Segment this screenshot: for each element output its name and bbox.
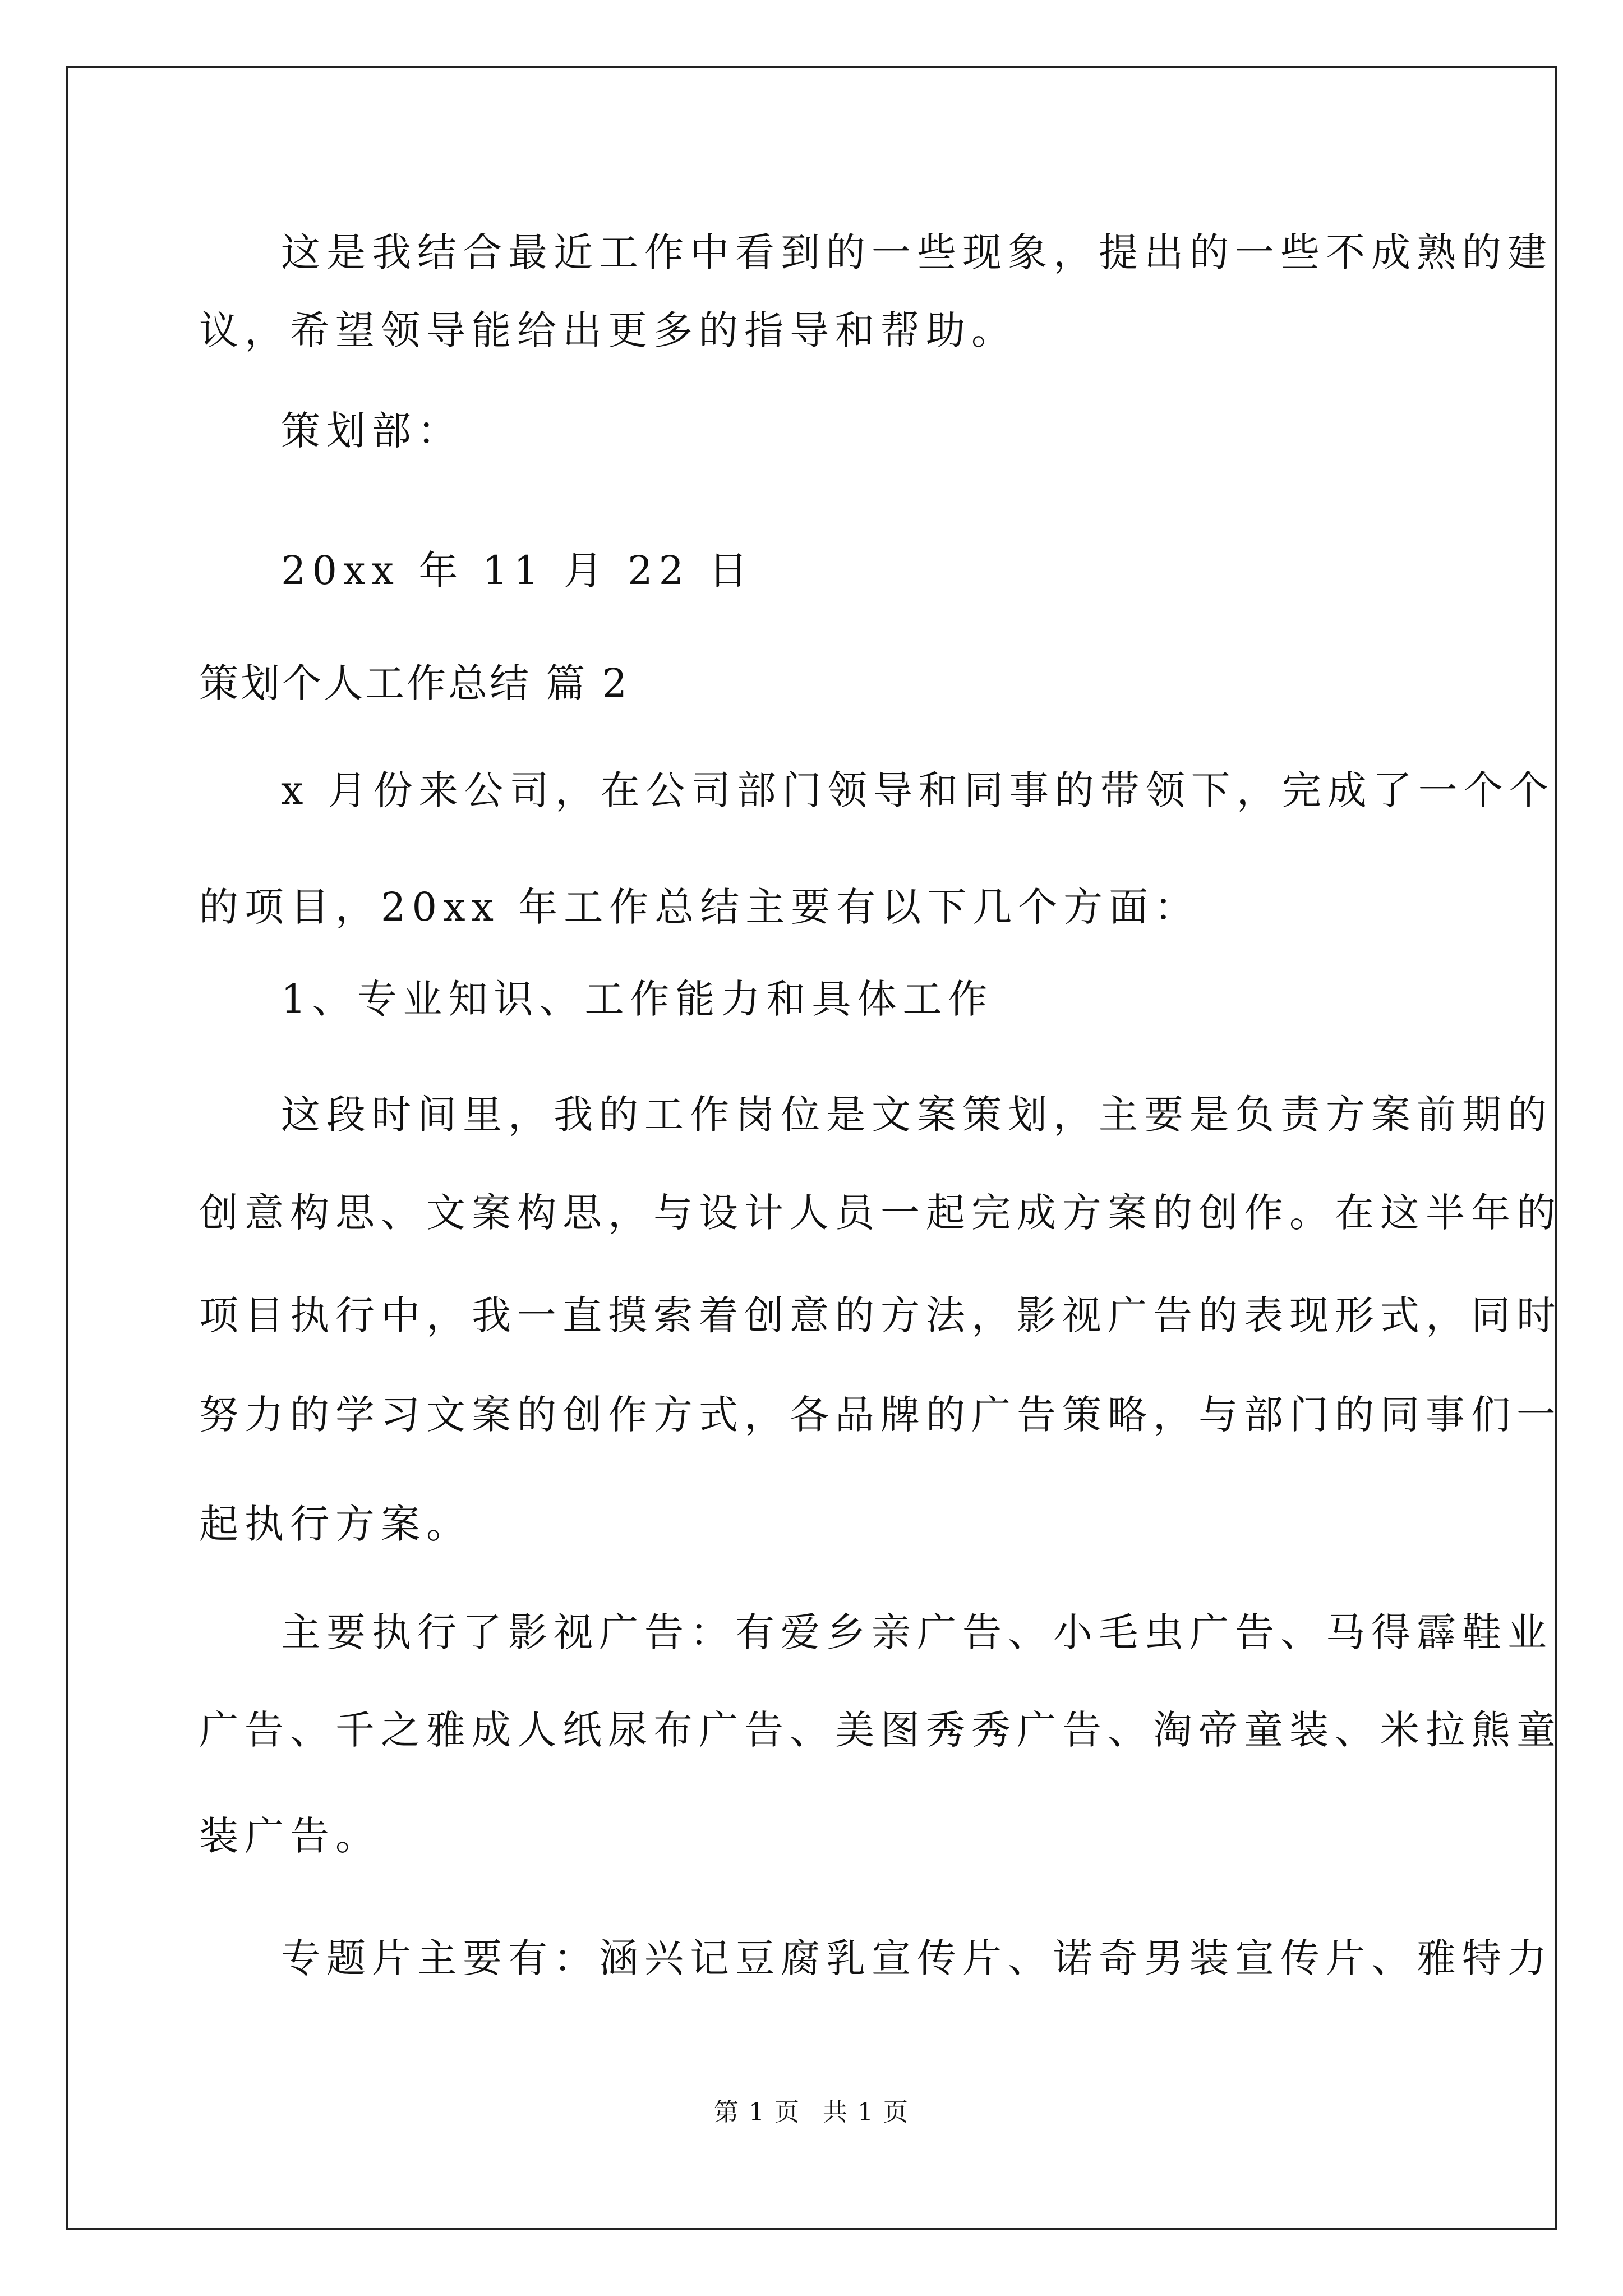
paragraph-line: 努力的学习文案的创作方式，各品牌的广告策略，与部门的同事们一: [199, 1392, 1562, 1438]
signature-date: 20xx 年 11 月 22 日: [281, 547, 754, 593]
paragraph-line: 装广告。: [199, 1813, 381, 1859]
department-signature: 策划部：: [281, 408, 463, 454]
paragraph-line: 这是我结合最近工作中看到的一些现象，提出的一些不成熟的建: [281, 229, 1553, 275]
paragraph-line: 议，希望领导能给出更多的指导和帮助。: [199, 307, 1017, 353]
paragraph-line: 项目执行中，我一直摸索着创意的方法，影视广告的表现形式，同时: [199, 1292, 1562, 1338]
paragraph-line: 广告、千之雅成人纸尿布广告、美图秀秀广告、淘帝童装、米拉熊童: [199, 1707, 1562, 1753]
paragraph-line: 主要执行了影视广告：有爱乡亲广告、小毛虫广告、马得霹鞋业: [281, 1609, 1553, 1655]
paragraph-line: 这段时间里，我的工作岗位是文案策划，主要是负责方案前期的: [281, 1092, 1553, 1138]
paragraph-line: 起执行方案。: [199, 1501, 472, 1547]
page-number: 第 1 页: [714, 2098, 800, 2127]
subheading: 1、专业知识、工作能力和具体工作: [281, 976, 994, 1022]
paragraph-line: 创意构思、文案构思，与设计人员一起完成方案的创作。在这半年的: [199, 1190, 1562, 1236]
page-border: [66, 66, 1557, 2230]
paragraph-line: x 月份来公司，在公司部门领导和同事的带领下，完成了一个个: [281, 767, 1555, 813]
page-footer: [0, 2096, 1623, 2129]
paragraph-line: 的项目，20xx 年工作总结主要有以下几个方面：: [199, 884, 1200, 930]
paragraph-line: 专题片主要有：涵兴记豆腐乳宣传片、诺奇男装宣传片、雅特力: [281, 1935, 1553, 1981]
page-total: 共 1 页: [823, 2098, 909, 2127]
section-heading: 策划个人工作总结 篇 2: [199, 660, 630, 706]
